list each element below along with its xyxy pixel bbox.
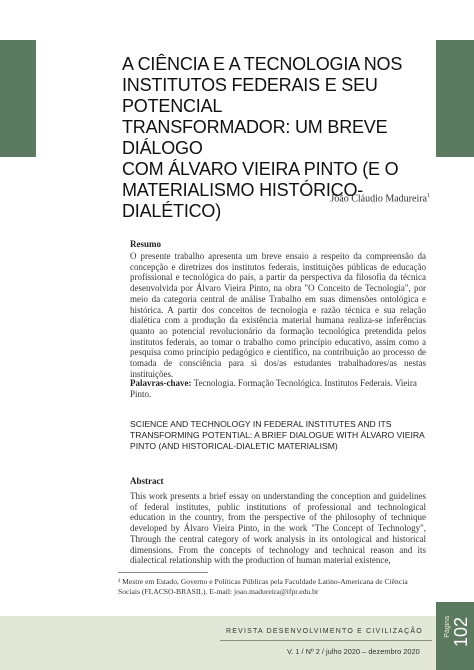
article-title: A CIÊNCIA E A TECNOLOGIA NOS INSTITUTOS FEDERAIS E SEU POTENCIAL TRANSFORMADOR: UM BREVE DIÁLOGO COM ÁLVARO VIEIRA PINTO (E O MATERIALISMO HISTÓRICO-DIALÉTICO) [122, 54, 403, 221]
resumo-text: O presente trabalho apresenta um breve ensaio a respeito da compreensão da concepção e diretrizes dos institutos federais, instituições públicas de educação profissional e tecnológica do país, a partir da perspectiva da filosofia da técnica desenvolvida por Álvaro Vieira Pinto, na obra "O Conceito de Tecnologia", por meio da categoria central de análise Trabalho em suas dimensões ontológica e histórica. A partir dos conceitos de tecnologia e razão técnica e sua relação dialética com a produção da existência material humana realiza-se inferências quanto ao potencial revolucionário da formação tecnológica pretendida pelos institutos federais, ao tomar o trabalho como princípio educativo, assim como a pesquisa como princípio pedagógico e científico, na contribuição ao processo de tomada de consciência para si dos/as estudantes trabalhadores/as nestas instituições. [130, 251, 426, 379]
header-accent-bar-right [436, 40, 474, 157]
keywords-text: Tecnologia. Formação Tecnológica. Institutos Federais. Vieira Pinto. [130, 378, 417, 399]
resumo-heading: Resumo [130, 239, 161, 249]
abstract-text: This work presents a brief essay on understanding the conception and guidelines of federal institutes, public institutions of professional and technological education in the country, from the perspective of the philosophy of technique developed by Álvaro Vieira Pinto, in the work "The Concept of Technology", Through the central category of work analysis in its ontological and historical dimensions. From the concepts of technology and technical reason and its dialectical relationship with the production of human material existence, [130, 491, 426, 566]
abstract-heading: Abstract [130, 476, 164, 486]
keywords-label: Palavras-chave: [130, 378, 192, 388]
author-footnote-marker: 1 [427, 193, 430, 199]
footnote-divider [118, 572, 208, 573]
page-number: 102 [451, 617, 471, 648]
page-label: Página [444, 616, 451, 638]
page-footer [0, 616, 474, 670]
footnote: ¹ Mestre em Estado, Governo e Políticas Públicas pela Faculdade Latino-Americana de Ciência Sociais (FLACSO-BRASIL). E-mail: joao.madureira@ifpr.edu.br [118, 577, 408, 596]
journal-name: REVISTA DESENVOLVIMENTO E CIVILIZAÇÃO [226, 628, 423, 635]
author-line [330, 193, 430, 204]
issue-info: V. 1 / Nº 2 / julho 2020 – dezembro 2020 [287, 647, 420, 656]
header-accent-bar-left [0, 40, 36, 157]
english-title: SCIENCE AND TECHNOLOGY IN FEDERAL INSTITUTES AND ITS TRANSFORMING POTENTIAL: A BRIEF DIALOGUE WITH ÁLVARO VIEIRA PINTO (AND HISTORICAL-DIALETIC MATERIALISM) [130, 419, 425, 451]
author-name: João Cláudio Madureira [330, 193, 427, 205]
footer-divider [220, 640, 432, 641]
keywords-line [130, 378, 426, 400]
